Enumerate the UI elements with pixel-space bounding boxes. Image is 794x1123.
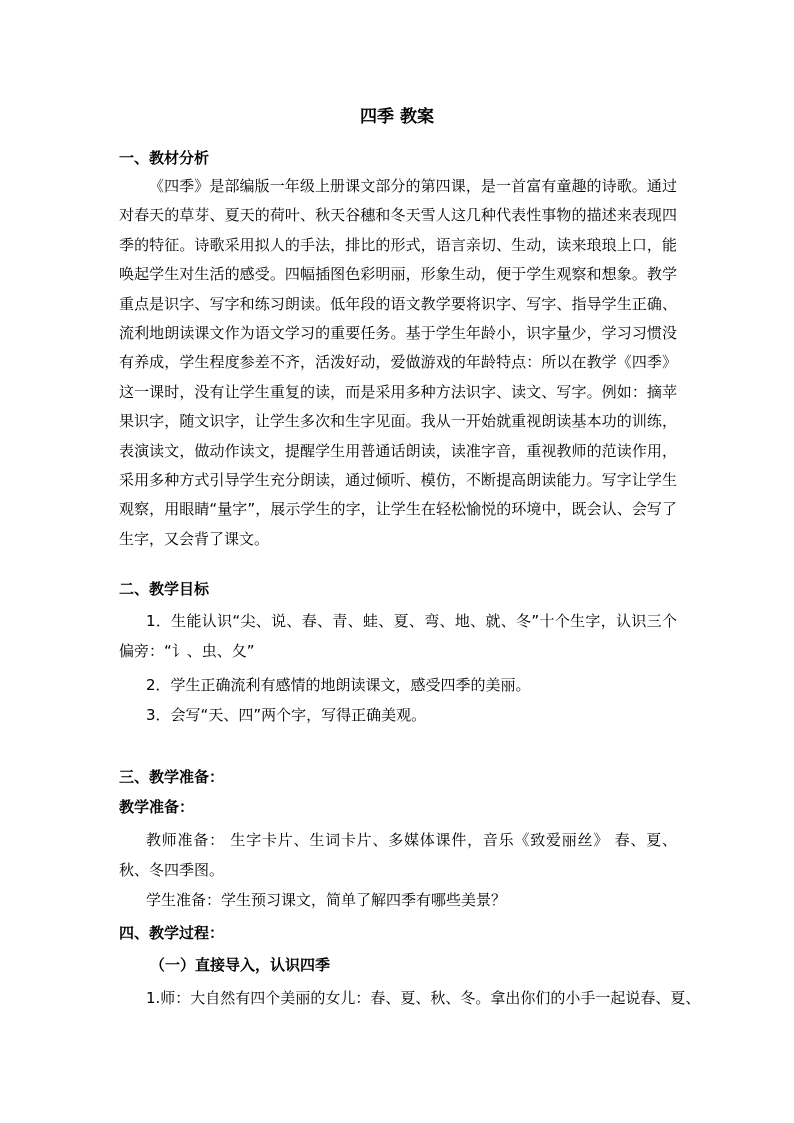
- process-step-1-heading: （一）直接导入，认识四季: [150, 956, 331, 974]
- student-preparation: 学生准备：学生预习课文，简单了解四季有哪些美景？: [146, 891, 507, 909]
- goal-item-3: 3．会写“天、四”两个字，写得正确美观。: [146, 706, 427, 724]
- preparation-subheading: 教学准备：: [119, 798, 195, 816]
- section-heading-process: 四、教学过程：: [119, 924, 225, 942]
- section-heading-analysis: 一、教材分析: [119, 149, 210, 167]
- section-heading-preparation: 三、教学准备：: [119, 768, 225, 786]
- teacher-preparation: 教师准备： 生字卡片、生词卡片、多媒体课件，音乐《致爱丽丝》 春、夏、秋、冬四季图。: [119, 831, 677, 879]
- document-title: 四季 教案: [360, 107, 434, 127]
- process-step-1-line-1: 1.师：大自然有四个美丽的女儿：春、夏、秋、冬。拿出你们的小手一起说春、夏、: [146, 989, 701, 1007]
- goal-item-1: 1．生能认识“尖、说、春、青、蛙、夏、弯、地、就、冬”十个生字，认识三个偏旁：“讠、虫、夂”: [119, 612, 677, 660]
- section-heading-goals: 二、教学目标: [119, 580, 210, 598]
- analysis-paragraph: 《四季》是部编版一年级上册课文部分的第四课，是一首富有童趣的诗歌。通过对春天的草芽、夏天的荷叶、秋天谷穗和冬天雪人这几种代表性事物的描述来表现四季的特征。诗歌采用拟人的手法，排比的形式，语言亲切、生动，读来琅琅上口，能唤起学生对生活的感受。四幅插图色彩明丽，形象生动，便于学生观察和想象。教学重点是识字、写字和练习朗读。低年段的语文教学要将识字、写字、指导学生正确、流利地朗读课文作为语文学习的重要任务。基于学生年龄小，识字量少，学习习惯没有养成，学生程度参差不齐，活泼好动，爱做游戏的年龄特点：所以在教学《四季》这一课时，没有让学生重复的读，而是采用多种方法识字、读文、写字。例如：摘苹果识字，随文识字，让学生多次和生字见面。我从一开始就重视朗读基本功的训练，表演读文，做动作读文，提醒学生用普通话朗读，读准字音，重视教师的范读作用，采用多种方式引导学生充分朗读，通过倾听、模仿，不断提高朗读能力。写字让学生观察，用眼睛“量字”，展示学生的字，让学生在轻松愉悦的环境中，既会认、会写了生字，又会背了课文。: [119, 177, 677, 548]
- goal-item-2: 2．学生正确流利有感情的地朗读课文，感受四季的美丽。: [146, 676, 531, 694]
